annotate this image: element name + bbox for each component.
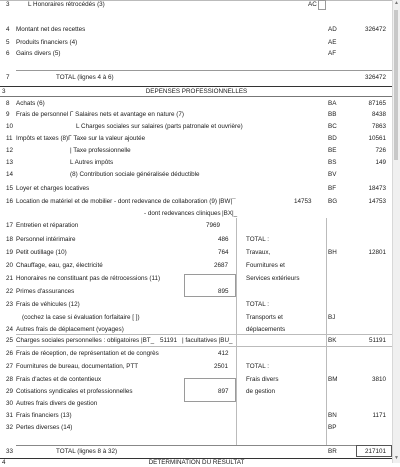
row-label: Honoraires ne constituant pas de rétrocessions (11) bbox=[16, 275, 161, 282]
row-mid-value[interactable]: 412 bbox=[218, 350, 229, 357]
row-number: 25 bbox=[6, 337, 14, 344]
row-label: Frais financiers (13) bbox=[16, 412, 72, 419]
row-number: 20 bbox=[6, 262, 14, 269]
row-label: Frais d'actes et de contentieux bbox=[16, 376, 102, 383]
row-note: de gestion bbox=[246, 388, 276, 395]
row-note: déplacements bbox=[246, 326, 286, 333]
row-label: L Honoraires rétrocédés (3) bbox=[28, 1, 105, 8]
row-label: Produits financiers (4) bbox=[16, 39, 78, 46]
row-value[interactable]: 3810 bbox=[371, 376, 386, 383]
row-code: BG bbox=[328, 198, 338, 205]
row-code: BK bbox=[328, 337, 337, 344]
row-label: L Charges sociales sur salaires (parts patronale et ouvrière) bbox=[76, 123, 243, 130]
row-number: 31 bbox=[6, 412, 14, 419]
row-label: Location de matériel et de mobilier - dont redevance de collaboration (9) |BW|¯ bbox=[16, 198, 236, 205]
row-number: 19 bbox=[6, 249, 14, 256]
row-number: 23 bbox=[6, 301, 14, 308]
row-note: Travaux, bbox=[246, 249, 271, 256]
row-number: 17 bbox=[6, 222, 14, 229]
row-value[interactable]: 14753 bbox=[368, 198, 386, 205]
section-rule bbox=[0, 86, 393, 87]
row-code: BP bbox=[328, 424, 337, 431]
row-code: BS bbox=[328, 159, 337, 166]
row-code: BV bbox=[328, 171, 337, 178]
total-code: BR bbox=[328, 448, 337, 455]
scrollbar-thumb[interactable] bbox=[394, 10, 398, 160]
row-value[interactable]: 18473 bbox=[368, 185, 386, 192]
row-number: 10 bbox=[6, 123, 14, 130]
row-label: Autres frais de déplacement (voyages) bbox=[16, 326, 124, 333]
row-value[interactable]: 326472 bbox=[364, 26, 386, 33]
row-label: Cotisations syndicales et professionnelles bbox=[16, 388, 133, 395]
section-title: DEPENSES PROFESSIONNELLES bbox=[145, 88, 248, 95]
row-mid-value[interactable]: 2687 bbox=[214, 262, 229, 269]
row-number: 29 bbox=[6, 388, 14, 395]
row-label: Petit outillage (10) bbox=[16, 249, 67, 256]
row-mid-value[interactable]: 764 bbox=[218, 249, 229, 256]
row-code: AE bbox=[328, 39, 337, 46]
row-value[interactable]: 8438 bbox=[371, 111, 386, 118]
total-value: 217101 bbox=[364, 448, 386, 455]
row-value[interactable]: 1171 bbox=[372, 412, 386, 419]
row-number: 24 bbox=[6, 326, 14, 333]
row-number: 28 bbox=[6, 376, 14, 383]
row-label: Gains divers (5) bbox=[16, 50, 61, 57]
total-label: TOTAL (lignes 8 à 32) bbox=[56, 448, 118, 455]
row-code: BC bbox=[328, 123, 337, 130]
column-line bbox=[236, 218, 237, 445]
row-number: 27 bbox=[6, 363, 14, 370]
row-code: BF bbox=[328, 185, 337, 192]
row-mid-value[interactable]: 2501 bbox=[214, 363, 229, 370]
row-note: Services extérieurs bbox=[246, 275, 300, 282]
row-note: TOTAL : bbox=[246, 236, 269, 243]
row-label: Pertes diverses (14) bbox=[16, 424, 73, 431]
row-label-tail: | facultatives |BU_ bbox=[182, 337, 233, 344]
row-label: Personnel intérimaire bbox=[16, 236, 76, 243]
row-code: BE bbox=[328, 147, 337, 154]
row-mid-value[interactable]: 51191 bbox=[160, 337, 178, 344]
row-value[interactable]: 51191 bbox=[368, 337, 386, 344]
row-number: 30 bbox=[6, 400, 14, 407]
scroll-down-icon[interactable]: ▼ bbox=[394, 455, 399, 461]
row-code: BJ bbox=[328, 314, 336, 321]
row-number: 32 bbox=[6, 424, 14, 431]
row-label: Montant net des recettes bbox=[16, 26, 86, 33]
divider bbox=[16, 70, 394, 71]
row-label: Achats (6) bbox=[16, 100, 45, 107]
row-label: Primes d'assurances bbox=[16, 288, 75, 295]
row-number: 9 bbox=[6, 111, 10, 118]
divider bbox=[16, 445, 394, 446]
row-number: 13 bbox=[6, 159, 14, 166]
row-label: Charges sociales personnelles : obligatoires |BT_ bbox=[16, 337, 155, 344]
row-number: 5 bbox=[6, 39, 10, 46]
section-rule bbox=[0, 96, 393, 97]
row-label: Impôts et taxes (8)Γ Taxe sur la valeur ajoutée bbox=[16, 135, 146, 142]
row-code: BM bbox=[328, 376, 338, 383]
row-number: 6 bbox=[6, 50, 10, 57]
divider bbox=[16, 346, 394, 347]
row-label: Chauffage, eau, gaz, électricité bbox=[16, 262, 103, 269]
row-number: 7 bbox=[6, 74, 10, 81]
row-value[interactable]: 149 bbox=[375, 159, 386, 166]
row-label: L Autres impôts bbox=[70, 159, 114, 166]
row-number: 22 bbox=[6, 288, 14, 295]
row-mid-value[interactable]: 486 bbox=[218, 236, 229, 243]
scroll-up-icon[interactable]: ▲ bbox=[394, 0, 399, 6]
row-code: |BX|_ bbox=[222, 210, 238, 217]
row-code: BD bbox=[328, 135, 337, 142]
row-mid-value[interactable]: 7969 bbox=[206, 222, 221, 229]
section-number: 3 bbox=[2, 88, 6, 95]
row-value[interactable]: 87165 bbox=[368, 100, 386, 107]
row-code: BH bbox=[328, 249, 337, 256]
row-label: Autres frais divers de gestion bbox=[16, 400, 98, 407]
row-code: AC bbox=[308, 1, 317, 8]
row-label: Entretien et réparation bbox=[16, 222, 79, 229]
row-mid-value[interactable]: 14753 bbox=[294, 198, 312, 205]
row-label: Frais de personnel Γ Salaires nets et avantage en nature (7) bbox=[16, 111, 184, 118]
divider bbox=[16, 334, 394, 335]
row-code: BB bbox=[328, 111, 337, 118]
row-mid-value[interactable]: 897 bbox=[218, 388, 229, 395]
row-note: TOTAL : bbox=[246, 363, 269, 370]
row-code: BA bbox=[328, 100, 337, 107]
row-value[interactable]: 12801 bbox=[368, 249, 386, 256]
row-number: 14 bbox=[6, 171, 14, 178]
row-number: 8 bbox=[6, 100, 10, 107]
row-label: | Taxe professionnelle bbox=[70, 147, 131, 154]
row-code: AD bbox=[328, 26, 337, 33]
row-label: - dont redevances cliniques bbox=[144, 210, 221, 217]
row-note: Frais divers bbox=[246, 376, 279, 383]
row-number: 12 bbox=[6, 147, 14, 154]
column-line bbox=[326, 218, 327, 445]
row-number: 11 bbox=[6, 135, 13, 142]
total-value: 326472 bbox=[364, 74, 386, 81]
row-number: 16 bbox=[6, 198, 14, 205]
row-note: Fournitures et bbox=[246, 262, 285, 269]
row-number: 26 bbox=[6, 350, 14, 357]
section-number: 4 bbox=[2, 459, 6, 466]
row-label: (cochez la case si évaluation forfaitaire [ ]) bbox=[22, 314, 140, 321]
row-number: 4 bbox=[6, 26, 10, 33]
row-number: 18 bbox=[6, 236, 14, 243]
row-label: Frais de réception, de représentation et de congrès bbox=[16, 350, 159, 357]
row-code: BN bbox=[328, 412, 337, 419]
row-mid-value[interactable]: 895 bbox=[218, 288, 229, 295]
row-number: 21 bbox=[6, 275, 14, 282]
row-note: Transports et bbox=[246, 314, 283, 321]
row-label: Frais de véhicules (12) bbox=[16, 301, 80, 308]
row-label: Loyer et charges locatives bbox=[16, 185, 90, 192]
row-label: (8) Contribution sociale généralisée déductible bbox=[70, 171, 200, 178]
total-label: TOTAL (lignes 4 à 6) bbox=[56, 74, 114, 81]
row-value[interactable]: 7863 bbox=[371, 123, 386, 130]
row-number: 15 bbox=[6, 185, 14, 192]
row-code: AF bbox=[328, 50, 337, 57]
row-note: TOTAL : bbox=[246, 301, 269, 308]
vertical-scrollbar[interactable] bbox=[392, 0, 400, 463]
row-value[interactable]: 10561 bbox=[368, 135, 386, 142]
row-number: 3 bbox=[6, 1, 10, 8]
row-value[interactable]: 726 bbox=[375, 147, 386, 154]
section-title: DETERMINATION DU RESULTAT bbox=[148, 459, 245, 466]
row-number: 33 bbox=[6, 448, 14, 455]
input-box[interactable] bbox=[318, 0, 326, 10]
row-label: Fournitures de bureau, documentation, PTT bbox=[16, 363, 139, 370]
